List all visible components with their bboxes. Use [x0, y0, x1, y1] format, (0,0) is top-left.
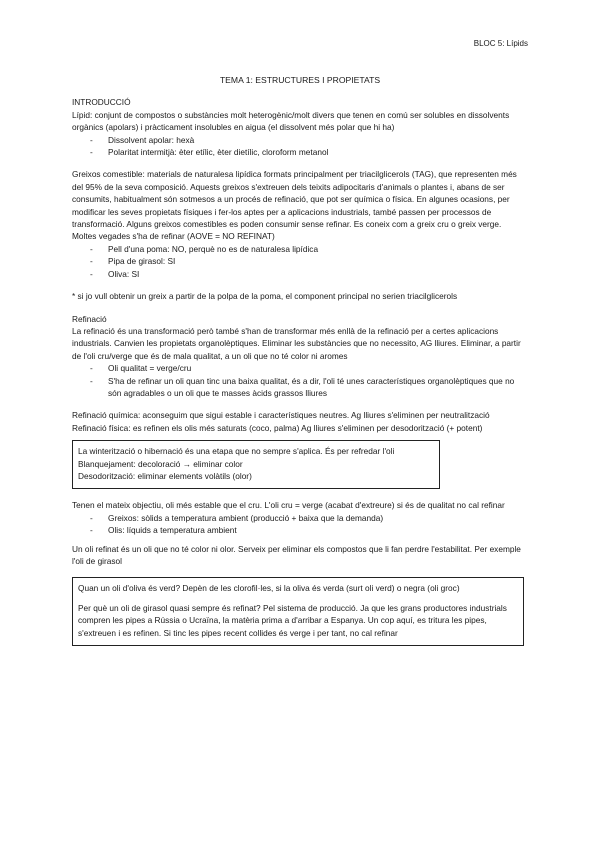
box-line: Blanquejament: decoloració → eliminar color — [78, 458, 243, 469]
winteritzacio-box — [72, 440, 440, 489]
document-body — [72, 74, 528, 646]
list-item: - Polaritat intermitjà: èter etílic, èter dietílic, cloroform metanol — [72, 146, 528, 158]
refinacio-quimica: Refinació química: aconseguim que sigui estable i característiques neutres. Ag lliures s'eliminen per neutralització — [72, 410, 490, 421]
box-line: La winterització o hibernació és una etapa que no sempre s'aplica. És per refredar l'oli — [78, 446, 395, 457]
greixos-paragraph: Greixos comestible: materials de naturalesa lipídica formats principalment per triacilglicerols (TAG), que representen més del 95% de la seva composició. Aquests greixos s'extreuen dels teixits adipocitaris d'animals o plantes i, abans de ser consumits, habitualment són sotmesos a un procés de refinació, que pot ser química o física. En algunes ocasions, per modificar les seves propietats físiques i fer-los aptes per a aplicacions industrials, també passen per processos de transformació. Alguns greixos comestibles es poden consumir sense refinar. Es coneix com a greix cru o greix verge. Moltes vegades s'ha de refinar (AOVE = NO REFINAT) — [72, 169, 517, 242]
list-item: - Dissolvent apolar: hexà — [72, 134, 528, 146]
objectiu-paragraph: Tenen el mateix objectiu, oli més estable que el cru. L'oli cru = verge (acabat d'extreure) si és de qualitat no cal refinar — [72, 500, 505, 511]
refinacio-list — [72, 362, 528, 399]
refinacio-paragraph: La refinació és una transformació però també s'han de transformar més enllà de la refinació per a certes aplicacions industrials. Canvien les propietats organolèptiques. Eliminar les substàncies que no necessito, AG lliures. Eliminar, a partir de l'oli cru/verge que és de mala qualitat, a un oli que no té color ni aromes — [72, 325, 521, 361]
list-item: - Oli qualitat = verge/cru — [72, 362, 528, 374]
list-item: - Olis: líquids a temperatura ambient — [72, 524, 528, 536]
box-line: Desodorització: eliminar elements volàtils (olor) — [78, 470, 252, 481]
section-heading-intro: INTRODUCCIÓ — [72, 97, 131, 108]
list-item: - Pipa de girasol: SI — [72, 255, 528, 267]
examples-list — [72, 243, 528, 280]
question-girasol: Per què un oli de girasol quasi sempre és refinat? Pel sistema de producció. Ja que les grans productores industrials compren les pipes a Rússia o Ucraïna, la matèria prima a d'arribar a Espanya. Un cop aquí, es tritura les pipes, s'extreuen i es refinen. Si tinc les pipes recent collides és verge i per tant, no cal refinar — [78, 602, 507, 638]
lipid-definition: Lípid: conjunt de compostos o substàncies molt heterogènic/molt divers que tenen en comú ser solubles en dissolvents orgànics (apolars) i pràcticament insolubles en aigua (el dissolvent més polar que hi ha) — [72, 109, 510, 133]
solvent-list — [72, 134, 528, 159]
list-item: - Greixos: sòlids a temperatura ambient (producció + baixa que la demanda) — [72, 512, 528, 524]
list-item: - Pell d'una poma: NO, perquè no es de naturalesa lipídica — [72, 243, 528, 255]
oli-refinat-paragraph: Un oli refinat és un oli que no té color ni olor. Serveix per eliminar els compostos que li fan perdre l'estabilitat. Per exemple l'oli de girasol — [72, 543, 521, 566]
greixos-olis-list — [72, 512, 528, 537]
list-item: - Oliva: SI — [72, 268, 528, 280]
page-title: TEMA 1: ESTRUCTURES I PROPIETATS — [219, 75, 381, 85]
question-oliva: Quan un oli d'oliva és verd? Depèn de les clorofil·les, si la oliva és verda (surt oli verd) o negra (oli groc) — [78, 583, 460, 594]
questions-box — [72, 577, 524, 646]
section-heading-refinacio: Refinació — [72, 313, 107, 324]
refinacio-fisica: Refinació física: es refinen els olis més saturats (coco, palma) Ag lliures s'eliminen per desodorització (+ potent) — [72, 422, 483, 433]
list-item: - S'ha de refinar un oli quan tinc una baixa qualitat, és a dir, l'oli té unes característiques organolèptiques que no són agradables o un oli que te masses àcids grassos lliures — [72, 375, 528, 400]
page-header: BLOC 5: Lípids — [473, 39, 528, 48]
note-paragraph: * si jo vull obtenir un greix a partir de la polpa de la poma, el component principal no serien triacilglicerols — [72, 291, 458, 302]
